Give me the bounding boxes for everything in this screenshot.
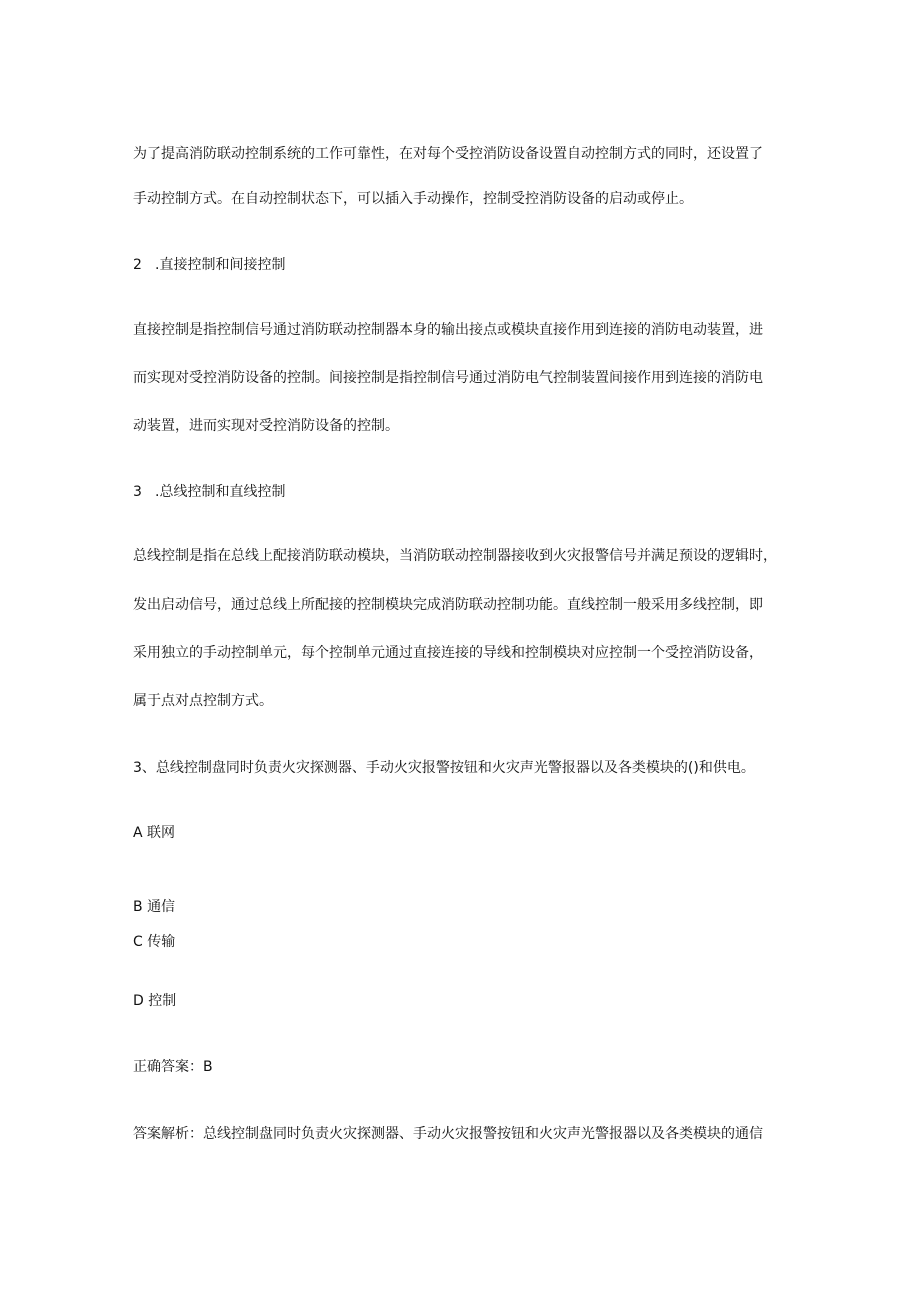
paragraph-line: 总线控制是指在总线上配接消防联动模块，当消防联动控制器接收到火灾报警信号并满足预设的逻辑时， <box>133 548 777 564</box>
section-title: .总线控制和直线控制 <box>155 484 286 500</box>
paragraph-line: 直接控制是指控制信号通过消防联动控制器本身的输出接点或模块直接作用到连接的消防电动装置，进 <box>133 322 763 338</box>
section-number: 2 <box>133 257 142 273</box>
paragraph-line: 采用独立的手动控制单元，每个控制单元通过直接连接的导线和控制模块对应控制一个受控消防设备， <box>133 645 763 661</box>
paragraph-line: 而实现对受控消防设备的控制。间接控制是指控制信号通过消防电气控制装置间接作用到连接的消防电 <box>133 370 763 386</box>
section-number: 3 <box>133 484 142 500</box>
paragraph-line: 为了提高消防联动控制系统的工作可靠性，在对每个受控消防设备设置自动控制方式的同时，还设置了 <box>133 146 763 162</box>
answer-analysis: 答案解析：总线控制盘同时负责火灾探测器、手动火灾报警按钮和火灾声光警报器以及各类模块的通信 <box>133 1126 763 1142</box>
correct-answer <box>133 1057 213 1077</box>
option-text: 联网 <box>147 825 176 841</box>
paragraph-line: 发出启动信号，通过总线上所配接的控制模块完成消防联动控制功能。直线控制一般采用多线控制，即 <box>133 597 763 613</box>
question-text: 3、总线控制盘同时负责火灾探测器、手动火灾报警按钮和火灾声光警报器以及各类模块的()和供电。 <box>133 760 755 776</box>
option-text: 通信 <box>147 899 176 915</box>
option-a <box>133 823 175 843</box>
option-text: 控制 <box>148 993 177 1009</box>
option-letter: B <box>133 899 143 915</box>
section-heading <box>133 255 285 275</box>
option-letter: D <box>133 993 144 1009</box>
section-title: .直接控制和间接控制 <box>155 257 286 273</box>
option-b <box>133 897 175 917</box>
answer-label: 正确答案： <box>133 1059 203 1075</box>
paragraph-line: 属于点对点控制方式。 <box>133 693 273 709</box>
answer-value: B <box>203 1059 213 1075</box>
option-letter: C <box>133 934 143 950</box>
paragraph-line: 手动控制方式。在自动控制状态下，可以插入手动操作，控制受控消防设备的启动或停止。 <box>133 191 693 207</box>
option-text: 传输 <box>147 934 176 950</box>
paragraph-line: 动装置，进而实现对受控消防设备的控制。 <box>133 418 399 434</box>
option-c <box>133 932 175 952</box>
option-letter: A <box>133 825 143 841</box>
option-d <box>133 991 176 1011</box>
section-heading <box>133 482 285 502</box>
